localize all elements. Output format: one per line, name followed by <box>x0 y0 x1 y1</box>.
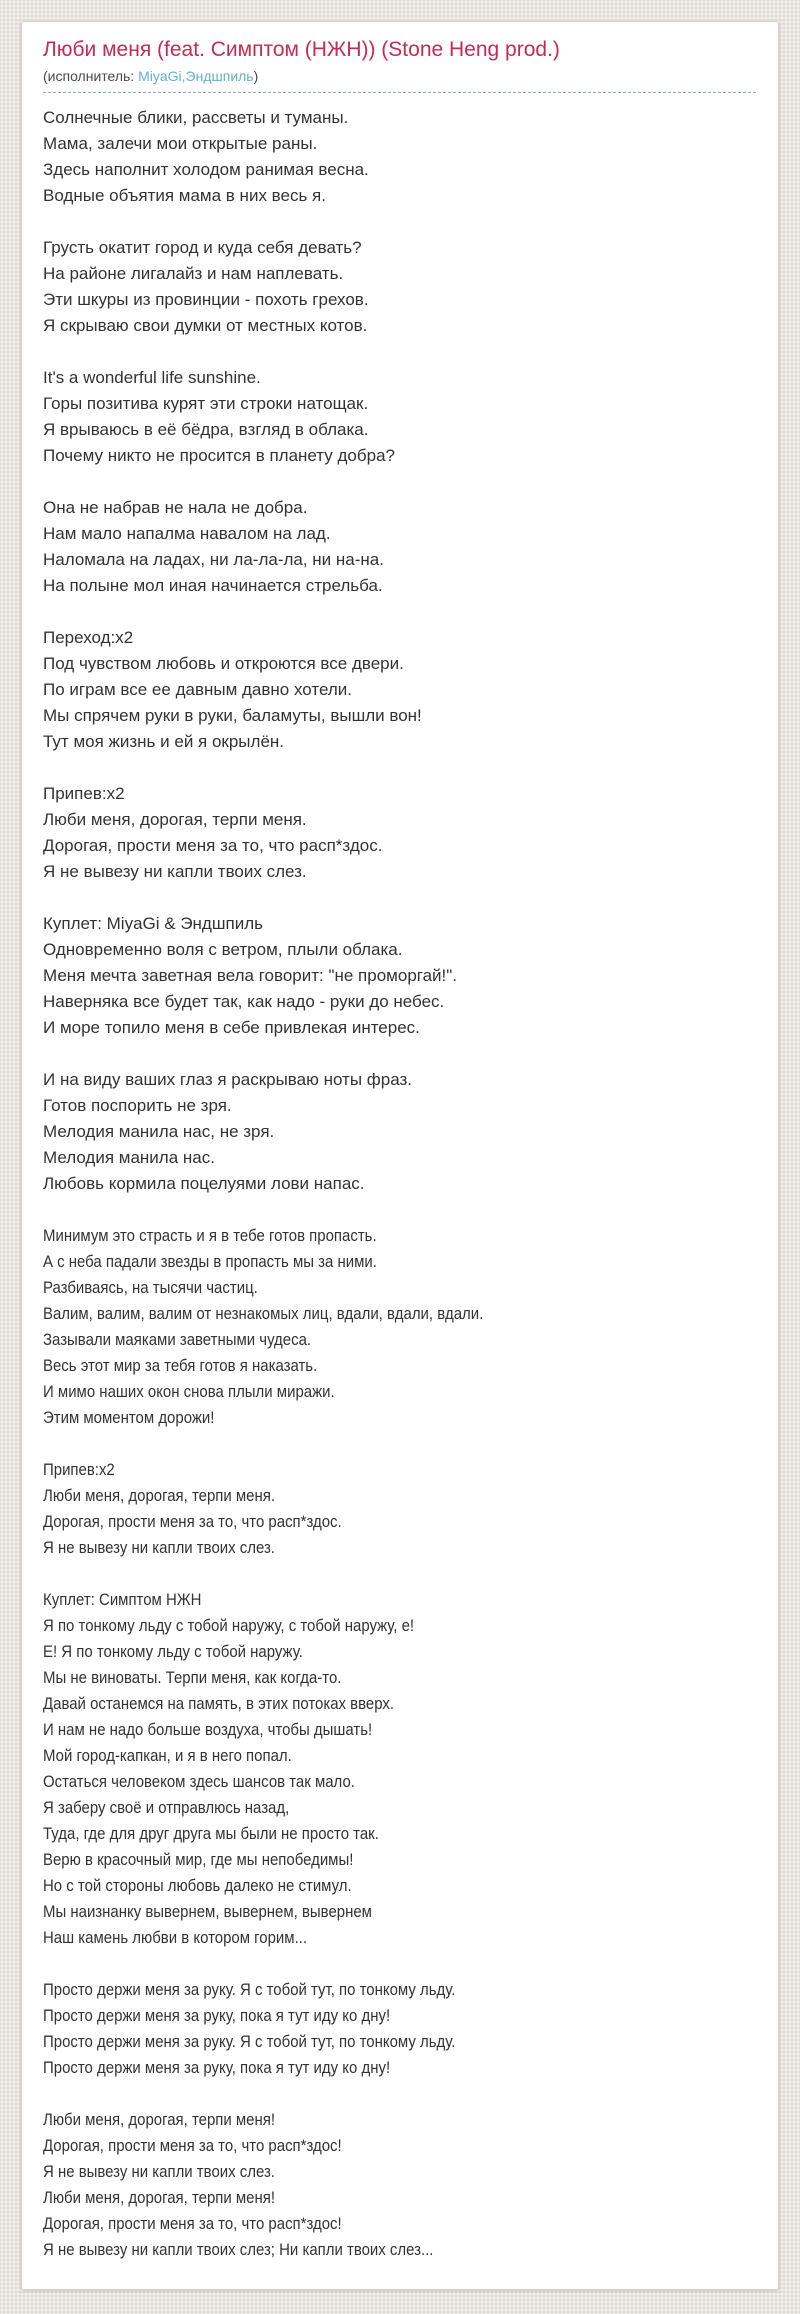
lyric-line: Куплет: MiyaGi & Эндшпиль <box>43 914 263 933</box>
lyric-line: Припев:x2 <box>43 1460 115 1479</box>
lyric-line: Мелодия манила нас, не зря. <box>43 1122 275 1141</box>
stanza <box>43 1587 670 1951</box>
lyric-line: Люби меня, дорогая, терпи меня. <box>43 1486 276 1505</box>
lyric-line: Туда, где для друг друга мы были не просто так. <box>43 1824 379 1843</box>
lyric-line: И нам не надо больше воздуха, чтобы дышать! <box>43 1720 373 1739</box>
lyric-line: Просто держи меня за руку. Я с тобой тут, по тонкому льду. <box>43 1980 456 1999</box>
lyric-line: Давай останемся на память, в этих потоках вверх. <box>43 1694 394 1713</box>
lyric-line: Е! Я по тонкому льду с тобой наружу. <box>43 1642 303 1661</box>
lyric-line: Одновременно воля с ветром, плыли облака. <box>43 940 403 959</box>
lyric-line: Люби меня, дорогая, терпи меня! <box>43 2110 276 2129</box>
lyric-line: Меня мечта заветная вела говорит: "не проморгай!". <box>43 966 458 985</box>
lyric-line: Дорогая, прости меня за то, что расп*здос! <box>43 2214 342 2233</box>
stanza <box>43 235 756 339</box>
lyric-line: Верю в красочный мир, где мы непобедимы! <box>43 1850 354 1869</box>
stanza <box>43 1223 670 1431</box>
lyric-line: Я не вывезу ни капли твоих слез. <box>43 862 307 881</box>
lyric-line: Грусть окатит город и куда себя девать? <box>43 238 362 257</box>
lyric-line: Я не вывезу ни капли твоих слез. <box>43 1538 275 1557</box>
stanza <box>43 495 756 599</box>
lyric-line: Минимум это страсть и я в тебе готов пропасть. <box>43 1226 377 1245</box>
lyric-line: Здесь наполнит холодом ранимая весна. <box>43 160 369 179</box>
stanza <box>43 781 756 885</box>
lyric-line: Тут моя жизнь и ей я окрылён. <box>43 732 285 751</box>
lyric-line: Мой город-капкан, и я в него попал. <box>43 1746 292 1765</box>
lyric-line: Просто держи меня за руку. Я с тобой тут, по тонкому льду. <box>43 2032 456 2051</box>
lyric-line: Горы позитива курят эти строки натощак. <box>43 394 369 413</box>
lyric-line: Этим моментом дорожи! <box>43 1408 215 1427</box>
song-header <box>43 36 756 93</box>
stanza <box>43 2107 670 2263</box>
lyric-line: Зазывали маяками заветными чудеса. <box>43 1330 312 1349</box>
lyric-line: Валим, валим, валим от незнакомых лиц, вдали, вдали, вдали. <box>43 1304 484 1323</box>
lyric-line: Мы наизнанку вывернем, вывернем, вывернем <box>43 1902 372 1921</box>
lyric-line: Готов поспорить не зря. <box>43 1096 232 1115</box>
lyric-line: Любовь кормила поцелуями лови напас. <box>43 1174 365 1193</box>
lyric-line: Весь этот мир за тебя готов я наказать. <box>43 1356 318 1375</box>
lyric-line: На полыне мол иная начинается стрельба. <box>43 576 383 595</box>
lyric-line: Мелодия манила нас. <box>43 1148 215 1167</box>
lyric-line: Дорогая, прости меня за то, что расп*здос! <box>43 2136 342 2155</box>
lyric-line: Она не набрав не нала не добра. <box>43 498 308 517</box>
lyric-line: Под чувством любовь и откроются все двери. <box>43 654 404 673</box>
lyric-line: А с неба падали звезды в пропасть мы за ними. <box>43 1252 377 1271</box>
lyric-line: Дорогая, прости меня за то, что расп*здос. <box>43 836 383 855</box>
artist-link[interactable]: MiyaGi,Эндшпиль <box>138 68 254 84</box>
lyric-line: Дорогая, прости меня за то, что расп*здос. <box>43 1512 342 1531</box>
lyric-line: Разбиваясь, на тысячи частиц. <box>43 1278 258 1297</box>
lyric-line: Эти шкуры из провинции - похоть грехов. <box>43 290 369 309</box>
lyric-line: Солнечные блики, рассветы и туманы. <box>43 108 349 127</box>
lyric-line: Переход:x2 <box>43 628 134 647</box>
lyric-line: На районе лигалайз и нам наплевать. <box>43 264 344 283</box>
lyric-line: И на виду ваших глаз я раскрываю ноты фраз. <box>43 1070 412 1089</box>
lyric-line: Почему никто не просится в планету добра? <box>43 446 395 465</box>
lyric-line: Люби меня, дорогая, терпи меня. <box>43 810 307 829</box>
lyric-line: Наш камень любви в котором горим... <box>43 1928 308 1947</box>
artist-line <box>43 67 756 93</box>
lyric-line: Наверняка все будет так, как надо - руки до небес. <box>43 992 445 1011</box>
lyric-line: Просто держи меня за руку, пока я тут иду ко дну! <box>43 2058 391 2077</box>
lyric-line: Просто держи меня за руку, пока я тут иду ко дну! <box>43 2006 391 2025</box>
lyric-line: Я скрываю свои думки от местных котов. <box>43 316 368 335</box>
lyrics-card <box>21 21 779 2290</box>
lyric-line: Люби меня, дорогая, терпи меня! <box>43 2188 276 2207</box>
lyric-line: Мама, залечи мои открытые раны. <box>43 134 318 153</box>
lyric-line: Я заберу своё и отправлюсь назад, <box>43 1798 290 1817</box>
lyric-line: И мимо наших окон снова плыли миражи. <box>43 1382 335 1401</box>
stanza <box>43 1977 670 2081</box>
lyric-line: Я врываюсь в её бёдра, взгляд в облака. <box>43 420 369 439</box>
artist-label: (исполнитель: <box>43 68 139 84</box>
stanza <box>43 105 756 209</box>
lyric-line: Но с той стороны любовь далеко не стимул. <box>43 1876 352 1895</box>
stanza <box>43 1067 756 1197</box>
artist-close-paren: ) <box>253 68 259 84</box>
lyric-line: It's a wonderful life sunshine. <box>43 368 261 387</box>
lyric-line: И море топило меня в себе привлекая интерес. <box>43 1018 420 1037</box>
lyric-line: Я по тонкому льду с тобой наружу, с тобой наружу, е! <box>43 1616 415 1635</box>
stanza <box>43 365 756 469</box>
stanza <box>43 1457 670 1561</box>
lyric-line: Нам мало напалма навалом на лад. <box>43 524 331 543</box>
stanza <box>43 625 756 755</box>
lyric-line: Я не вывезу ни капли твоих слез. <box>43 2162 275 2181</box>
lyric-line: Мы не виноваты. Терпи меня, как когда-то. <box>43 1668 342 1687</box>
lyric-line: Припев:x2 <box>43 784 125 803</box>
lyric-line: Куплет: Симптом НЖН <box>43 1590 202 1609</box>
lyrics-text <box>43 105 756 2263</box>
lyric-line: Остаться человеком здесь шансов так мало. <box>43 1772 355 1791</box>
lyric-line: По играм все ее давным давно хотели. <box>43 680 352 699</box>
lyric-line: Наломала на ладах, ни ла-ла-ла, ни на-на. <box>43 550 384 569</box>
lyric-line: Водные объятия мама в них весь я. <box>43 186 326 205</box>
song-title: Люби меня (feat. Симптом (НЖН)) (Stone Heng prod.) <box>43 38 560 61</box>
stanza <box>43 911 756 1041</box>
lyric-line: Мы спрячем руки в руки, баламуты, вышли вон! <box>43 706 422 725</box>
lyric-line: Я не вывезу ни капли твоих слез; Ни капли твоих слез... <box>43 2240 434 2259</box>
